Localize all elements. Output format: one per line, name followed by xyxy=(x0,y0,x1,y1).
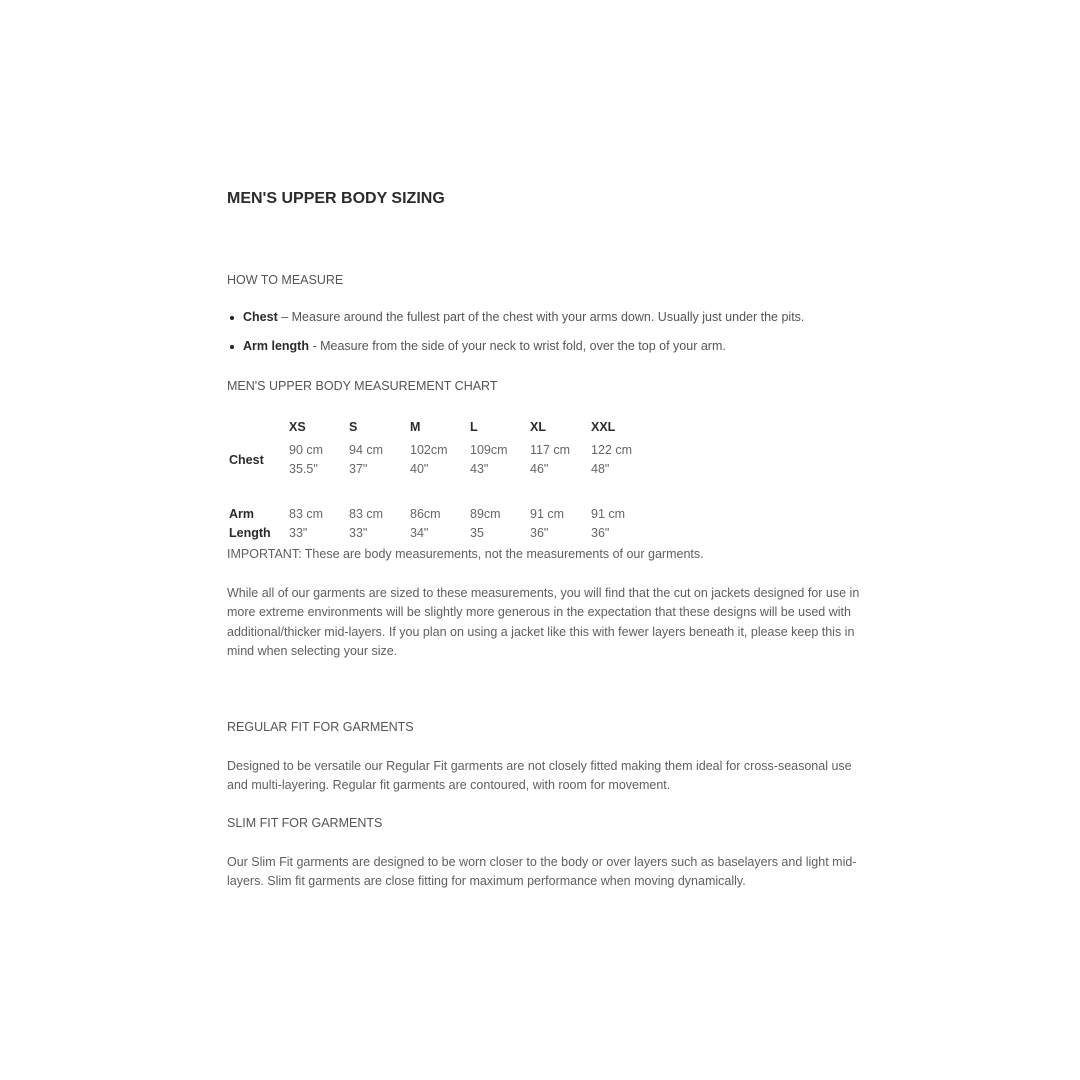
table-cell: 117 cm xyxy=(530,443,571,457)
chest-instruction: – Measure around the fullest part of the chest with your arms down. Usually just under the pits. xyxy=(277,310,805,324)
table-cell: 122 cm xyxy=(591,443,632,457)
table-cell: 37" xyxy=(349,462,368,476)
size-header: S xyxy=(349,420,358,434)
table-cell: 34" xyxy=(410,526,429,540)
chest-row-label: Chest xyxy=(229,453,264,467)
table-cell: 86cm xyxy=(410,507,441,521)
bullet-icon xyxy=(230,316,234,320)
table-cell: 43" xyxy=(470,462,489,476)
arm-length-instruction: - Measure from the side of your neck to wrist fold, over the top of your arm. xyxy=(308,338,726,353)
arm-row-label: Length xyxy=(229,526,271,540)
regular-fit-heading: REGULAR FIT FOR GARMENTS xyxy=(227,720,414,734)
table-cell: 40" xyxy=(410,462,429,476)
size-header: XL xyxy=(530,420,546,434)
list-item-chest xyxy=(227,310,804,339)
table-cell: 90 cm xyxy=(289,443,324,457)
table-cell: 46" xyxy=(530,462,549,476)
slim-fit-heading: SLIM FIT FOR GARMENTS xyxy=(227,816,383,830)
table-cell: 33" xyxy=(349,526,368,540)
table-cell: 91 cm xyxy=(530,507,565,521)
table-cell: 36" xyxy=(591,526,610,540)
size-header: M xyxy=(410,420,421,434)
table-cell: 35.5" xyxy=(289,462,318,476)
arm-length-term: Arm length xyxy=(243,338,309,353)
regular-fit-paragraph: Designed to be versatile our Regular Fit garments are not closely fitted making them ideal for cross-seasonal use and multi-layering. Regular fit garments are contoured, with room for movement. xyxy=(227,759,852,793)
important-note: IMPORTANT: These are body measurements, not the measurements of our garments. xyxy=(227,547,704,561)
table-cell: 33" xyxy=(289,526,308,540)
table-cell: 83 cm xyxy=(289,507,324,521)
size-header: L xyxy=(470,420,478,434)
table-cell: 36" xyxy=(530,526,549,540)
how-to-measure-heading: HOW TO MEASURE xyxy=(227,273,344,287)
size-header: XS xyxy=(289,420,306,434)
table-cell: 83 cm xyxy=(349,507,384,521)
size-header: XXL xyxy=(591,420,616,434)
table-cell: 94 cm xyxy=(349,443,384,457)
arm-row-label: Arm xyxy=(229,507,255,521)
table-cell: 48" xyxy=(591,462,610,476)
page-title: MEN'S UPPER BODY SIZING xyxy=(227,190,445,207)
measure-instructions-list xyxy=(227,310,804,367)
table-cell: 89cm xyxy=(470,507,501,521)
list-item-arm-length xyxy=(227,339,804,368)
table-cell: 102cm xyxy=(410,443,448,457)
fit-note-paragraph: While all of our garments are sized to these measurements, you will find that the cut on jackets designed for use in more extreme environments will be slightly more generous in the expectation that these designs will be used with additional/thicker mid-layers. If you plan on using a jacket like this with fewer layers beneath it, please keep this in mind when selecting your size. xyxy=(227,586,860,658)
table-cell: 91 cm xyxy=(591,507,626,521)
bullet-icon xyxy=(230,345,234,349)
size-table xyxy=(227,416,647,544)
table-cell: 109cm xyxy=(470,443,508,457)
table-cell: 35 xyxy=(470,526,484,540)
chest-term: Chest xyxy=(243,310,278,324)
measurement-chart-heading: MEN'S UPPER BODY MEASUREMENT CHART xyxy=(227,379,498,393)
slim-fit-paragraph: Our Slim Fit garments are designed to be worn closer to the body or over layers such as baselayers and light mid-layers. Slim fit garments are close fitting for maximum performance when moving dynamically. xyxy=(227,855,857,889)
